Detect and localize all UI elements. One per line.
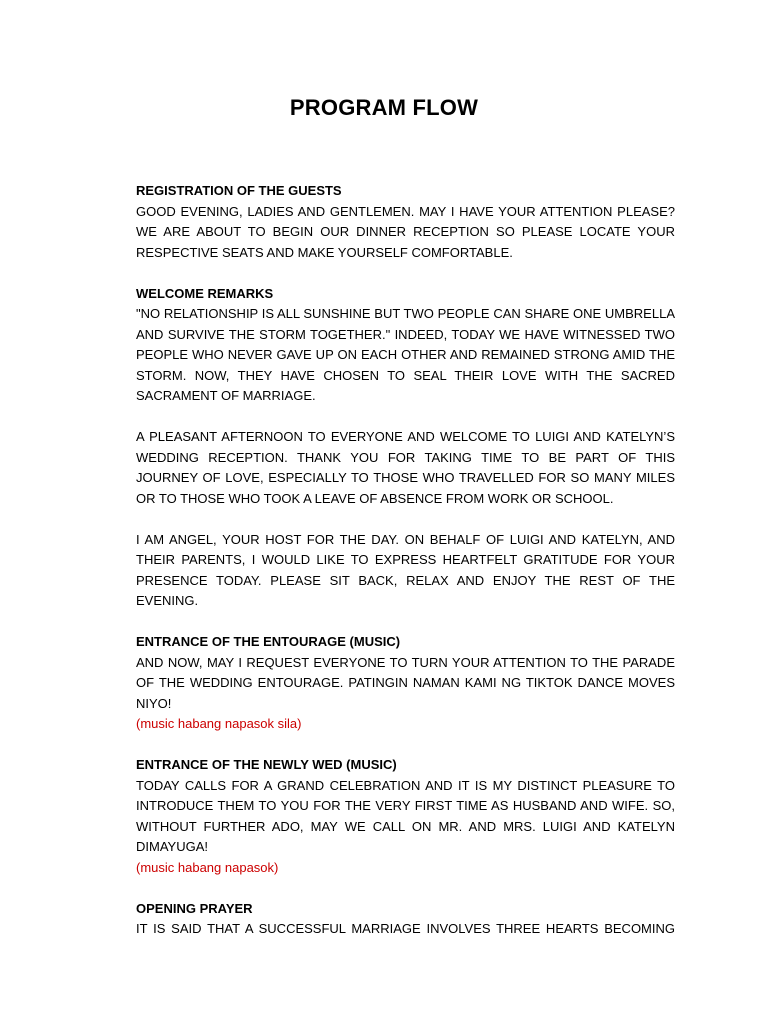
section-registration [136,181,675,263]
spacer [136,263,675,284]
paragraph: "NO RELATIONSHIP IS ALL SUNSHINE BUT TWO PEOPLE CAN SHARE ONE UMBRELLA AND SURVIVE THE STORM TOGETHER." INDEED, TODAY WE HAVE WITNESSED TWO PEOPLE WHO NEVER GAVE UP ON EACH OTHER AND REMAINED STRONG AMID THE STORM. NOW, THEY HAVE CHOSEN TO SEAL THEIR LOVE WITH THE SACRED SACRAMENT OF MARRIAGE. [136,306,675,403]
paragraph: IT IS SAID THAT A SUCCESSFUL MARRIAGE INVOLVES THREE HEARTS BECOMING [136,921,675,936]
paragraph: GOOD EVENING, LADIES AND GENTLEMEN. MAY I HAVE YOUR ATTENTION PLEASE? WE ARE ABOUT TO BEGIN OUR DINNER RECEPTION SO PLEASE LOCATE YOUR RESPECTIVE SEATS AND MAKE YOURSELF COMFORTABLE. [136,203,675,260]
music-cue: (music habang napasok) [136,859,279,875]
spacer [136,407,675,428]
section-heading: ENTRANCE OF THE ENTOURAGE (MUSIC) [136,634,401,649]
spacer [136,612,675,633]
spacer [136,878,675,899]
section-heading: WELCOME REMARKS [136,285,274,301]
music-cue: (music habang napasok sila) [136,716,302,731]
paragraph: A PLEASANT AFTERNOON TO EVERYONE AND WELCOME TO LUIGI AND KATELYN’S WEDDING RECEPTION. THANK YOU FOR TAKING TIME TO BE PART OF THIS JOURNEY OF LOVE, ESPECIALLY TO THOSE WHO TRAVELLED FOR SO MANY MILES OR TO THOSE WHO TOOK A LEAVE OF ABSENCE FROM WORK OR SCHOOL. [136,429,675,506]
page-title: PROGRAM FLOW [289,95,479,120]
document-body [136,181,675,940]
section-prayer [136,899,675,940]
section-newlywed [136,755,675,878]
paragraph: AND NOW, MAY I REQUEST EVERYONE TO TURN YOUR ATTENTION TO THE PARADE OF THE WEDDING ENTOURAGE. PATINGIN NAMAN KAMI NG TIKTOK DANCE MOVES NIYO! [136,654,675,711]
section-heading: REGISTRATION OF THE GUESTS [136,183,342,198]
paragraph: TODAY CALLS FOR A GRAND CELEBRATION AND IT IS MY DISTINCT PLEASURE TO INTRODUCE THEM TO YOU FOR THE VERY FIRST TIME AS HUSBAND AND WIFE. SO, WITHOUT FURTHER ADO, MAY WE CALL ON MR. AND MRS. LUIGI AND KATELYN DIMAYUGA! [136,777,675,854]
spacer [136,509,675,530]
spacer [136,735,675,756]
section-heading: ENTRANCE OF THE NEWLY WED (MUSIC) [136,757,397,772]
paragraph: I AM ANGEL, YOUR HOST FOR THE DAY. ON BEHALF OF LUIGI AND KATELYN, AND THEIR PARENTS, I WOULD LIKE TO EXPRESS HEARTFELT GRATITUDE FOR YOUR PRESENCE TODAY. PLEASE SIT BACK, RELAX AND ENJOY THE REST OF THE EVENING. [136,531,675,608]
section-entourage [136,632,675,735]
section-heading: OPENING PRAYER [136,900,253,916]
section-welcome [136,284,675,612]
